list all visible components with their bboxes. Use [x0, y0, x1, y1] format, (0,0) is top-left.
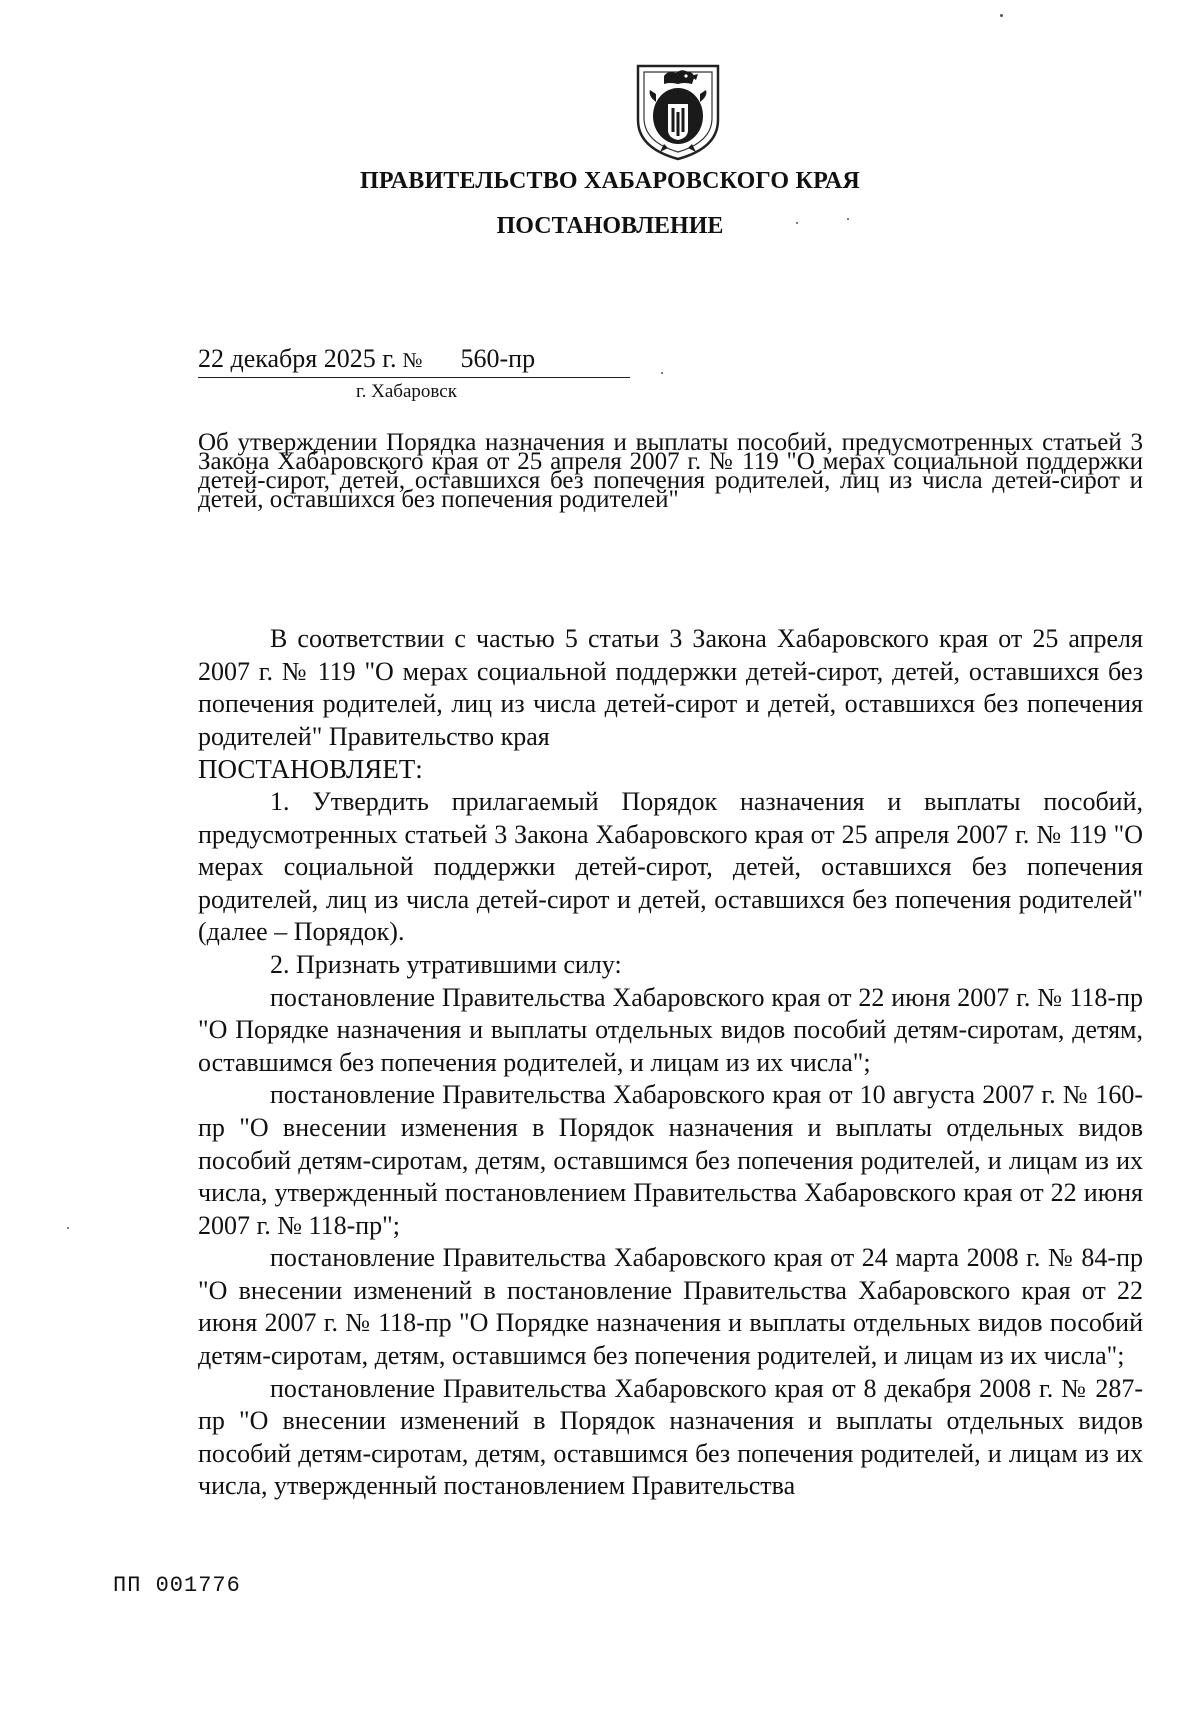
scan-speck — [67, 1227, 69, 1229]
item-1: 1. Утвердить прилагаемый Порядок назначения и выплаты пособий, предусмотренных статьей 3 Закона Хабаровского края от 25 апреля 2007 г. № 119 "О мерах социальной поддержки детей-сирот, детей, оставшихся без попечения родителей, лиц из числа детей-сирот и детей, оставшихся без попечения родителей" (далее – Порядок). — [198, 786, 1143, 947]
scan-speck — [847, 218, 849, 220]
document-body — [198, 623, 1143, 1503]
number-sign: № — [402, 348, 423, 372]
decree-word: ПОСТАНОВЛЯЕТ: — [198, 754, 423, 785]
preamble: В соответствии с частью 5 статьи 3 Закона Хабаровского края от 25 апреля 2007 г. № 119 "О мерах социальной поддержки детей-сирот, детей, оставшихся без попечения родителей, лиц из числа детей-сирот и детей, оставшихся без попечения родителей" Правительство края — [198, 624, 1143, 751]
document-type: ПОСТАНОВЛЕНИЕ — [496, 213, 724, 239]
organization-name: ПРАВИТЕЛЬСТВО ХАБАРОВСКОГО КРАЯ — [360, 168, 860, 194]
document-title: Об утверждении Порядка назначения и выплаты пособий, предусмотренных статьей 3 Закона Хабаровского края от 25 апреля 2007 г. № 119 "О мерах социальной поддержки детей-сирот, детей, оставшихся без попечения родителей, лиц из числа детей-сирот и детей, оставшихся без попечения родителей" — [198, 429, 1143, 513]
item-2: 2. Признать утратившими силу: — [270, 949, 622, 979]
repealed-act: постановление Правительства Хабаровского края от 22 июня 2007 г. № 118-пр "О Порядке назначения и выплаты отдельных видов пособий детям-сиротам, детям, оставшимся без попечения родителей, и лицам из их числа"; — [198, 982, 1143, 1077]
document-date: 22 декабря 2025 г. — [198, 344, 397, 373]
repealed-act: постановление Правительства Хабаровского края от 24 марта 2008 г. № 84-пр "О внесении изменений в постановление Правительства Хабаровского края от 22 июня 2007 г. № 118-пр "О Порядке назначения и выплаты отдельных видов пособий детям-сиротам, детям, оставшимся без попечения родителей, и лицам из их числа"; — [198, 1243, 1143, 1371]
dateline — [198, 344, 535, 374]
form-code: ПП 001776 — [113, 1573, 241, 1598]
dateline-underline — [198, 377, 630, 378]
repealed-act: постановление Правительства Хабаровского края от 10 августа 2007 г. № 160-пр "О внесении изменения в Порядок назначения и выплаты отдельных видов пособий детям-сиротам, детям, оставшимся без попечения родителей, и лицам из их числа, утвержденный постановлением Правительства Хабаровского края от 22 июня 2007 г. № 118-пр"; — [198, 1080, 1143, 1240]
scan-speck — [796, 222, 798, 224]
scan-speck — [661, 372, 663, 374]
document-number: 560-пр — [460, 344, 536, 373]
scan-speck — [1000, 14, 1003, 17]
city: г. Хабаровск — [356, 381, 457, 402]
repealed-act: постановление Правительства Хабаровского края от 8 декабря 2008 г. № 287-пр "О внесении изменений в Порядок назначения и выплаты отдельных видов пособий детям-сиротам, детям, оставшимся без попечения родителей, и лицам из их числа, утвержденный постановлением Правительства — [198, 1373, 1143, 1501]
coat-of-arms-icon — [630, 62, 726, 162]
